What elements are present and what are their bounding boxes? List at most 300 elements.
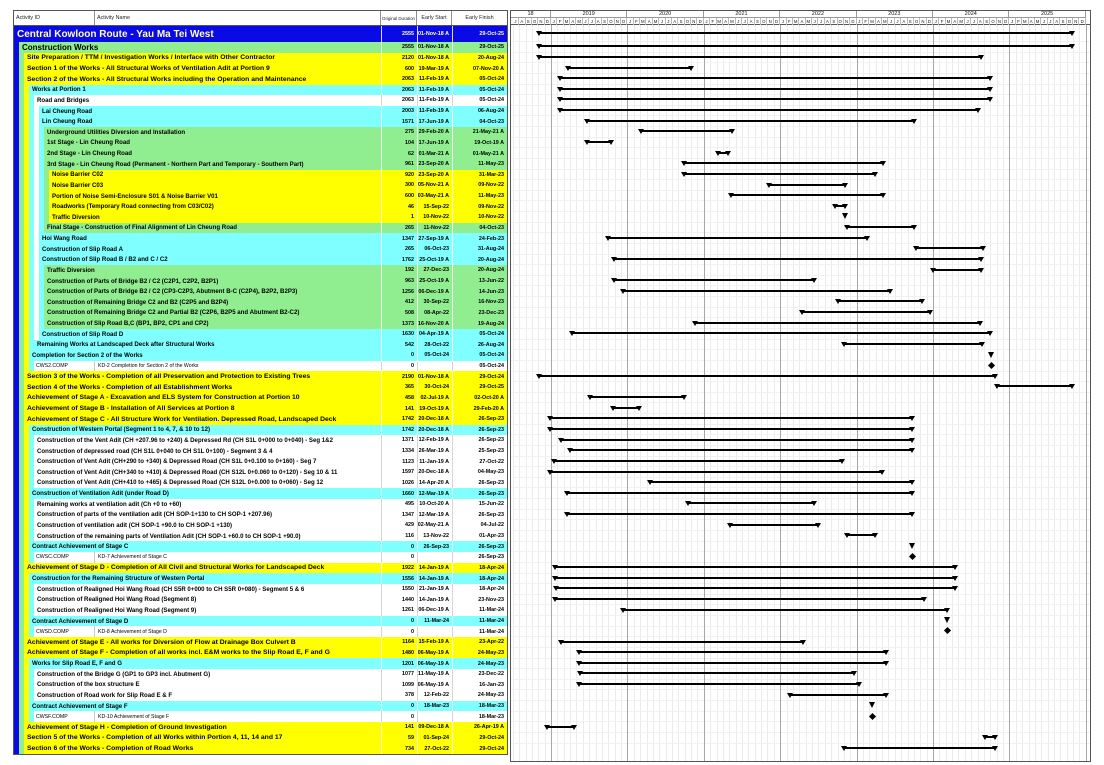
early-finish: 07-Nov-20 A [452,63,507,74]
early-finish: 26-Apr-19 A [452,722,507,733]
table-row[interactable] [14,733,507,744]
table-row[interactable] [14,382,507,393]
timescale-month: J [971,18,977,25]
timescale-month: D [1079,18,1085,25]
year-gridline [1086,11,1087,761]
gantt-bar[interactable] [554,577,956,579]
early-finish: 11-Mar-24 [452,626,507,637]
table-row[interactable] [14,297,507,308]
table-row[interactable] [14,170,507,181]
table-row[interactable] [14,350,507,361]
month-gridline [1016,25,1017,761]
gantt-bar[interactable] [538,56,981,58]
early-finish: 26-Sep-23 [452,488,507,499]
timescale-month: S [908,18,914,25]
gantt-bar[interactable] [801,311,931,313]
table-row[interactable] [14,616,507,627]
gantt-bar[interactable] [730,194,884,196]
gantt-bar[interactable] [559,98,991,100]
gantt-bar[interactable] [559,77,991,79]
original-duration: 0 [381,552,417,563]
early-start: 04-Apr-19 A [417,329,452,340]
activity-name: Construction of Vent Adit (CH+290 to +340) & Depressed Road (CH S1L 0+0.100 to 0+160) - Seg 7 [34,456,381,467]
row-gridline [511,328,1090,329]
timescale-month: S [526,18,532,25]
original-duration: 0 [381,350,417,361]
gantt-bar[interactable] [729,524,819,526]
gantt-bar[interactable] [846,534,875,536]
original-duration: 412 [381,297,417,308]
timescale-month: D [1003,18,1009,25]
gantt-bar[interactable] [694,322,981,324]
timescale-month: M [730,19,734,24]
row-gridline [511,626,1090,627]
row-gridline [511,721,1090,722]
gantt-bar[interactable] [683,162,884,164]
row-gridline [511,264,1090,265]
table-row[interactable] [14,626,507,637]
table-row[interactable] [14,85,507,96]
gantt-bar[interactable] [843,747,996,749]
table-row[interactable] [14,584,507,595]
early-start: 17-Jun-19 A [417,116,452,127]
early-start: 29-Feb-20 A [417,127,452,138]
gantt-bar[interactable] [687,502,815,504]
month-gridline [545,25,546,761]
table-row[interactable] [14,53,507,64]
early-start: 26-Sep-23 [417,541,452,552]
activity-name: Roadworks (Temporary Road connecting from C03/C02) [49,201,381,212]
original-duration: 1550 [381,584,417,595]
gantt-bar[interactable] [578,651,887,653]
early-start: 11-Feb-19 A [417,95,452,106]
gantt-bar[interactable] [622,609,948,611]
early-start [417,361,452,372]
original-duration: 0 [381,541,417,552]
milestone-triangle[interactable] [869,702,875,708]
gantt-bar[interactable] [996,385,1072,387]
early-start: 20-Dec-18 A [417,425,452,436]
gantt-bar[interactable] [834,205,845,207]
table-row[interactable] [14,669,507,680]
table-row[interactable] [14,722,507,733]
milestone-diamond[interactable] [988,362,995,369]
gantt-bar[interactable] [612,407,640,409]
table-row[interactable] [14,340,507,351]
gantt-bar[interactable] [566,513,913,515]
early-finish: 05-Oct-24 [452,361,507,372]
original-duration: 1762 [381,255,417,266]
timescale-year: 2022 [780,11,856,18]
timescale-month: S [1060,18,1066,25]
row-gridline [511,456,1090,457]
gantt-bar[interactable] [586,141,612,143]
timescale-month: S [602,18,608,25]
table-row[interactable] [14,552,507,563]
original-duration: 458 [381,393,417,404]
gantt-bar[interactable] [560,439,913,441]
table-row[interactable] [14,223,507,234]
table-row[interactable] [14,26,507,42]
activity-name: Works at Portion 1 [29,85,381,96]
timescale-year: 2024 [933,11,1009,18]
timescale-month: F [557,18,563,25]
month-gridline [978,25,979,761]
gantt-bar[interactable] [837,300,923,302]
month-gridline [927,25,928,761]
row-gridline [511,52,1090,53]
table-row[interactable] [14,658,507,669]
table-row[interactable] [14,159,507,170]
early-finish: 01-May-21 A [452,148,507,159]
early-finish: 23-Dec-22 [452,669,507,680]
table-row[interactable] [14,95,507,106]
activity-name: Lai Cheung Road [39,106,381,117]
row-gridline [511,84,1090,85]
gantt-bar[interactable] [538,32,1072,34]
gantt-bar[interactable] [613,279,814,281]
early-finish: 31-Aug-24 [452,244,507,255]
original-duration: 1 [381,212,417,223]
timescale-month: J [1009,18,1015,25]
gantt-bar[interactable] [549,417,913,419]
table-row[interactable] [14,541,507,552]
table-row[interactable] [14,743,507,754]
early-start: 27-Oct-22 [417,743,452,754]
row-gridline [511,594,1090,595]
gantt-bar[interactable] [843,343,983,345]
original-duration: 2555 [381,26,417,42]
activity-name: Construction of Ventilation Adit (under Road D) [29,488,381,499]
table-row[interactable] [14,233,507,244]
table-row[interactable] [14,265,507,276]
row-gridline [511,179,1090,180]
row-gridline [511,604,1090,605]
gantt-bar[interactable] [578,683,860,685]
year-gridline [857,11,858,761]
table-row[interactable] [14,563,507,574]
month-gridline [1048,25,1049,761]
row-gridline [511,519,1090,520]
timescale-month: F [787,18,793,25]
timescale-month: J [857,18,863,25]
table-row[interactable] [14,446,507,457]
gantt-bar[interactable] [846,226,915,228]
activity-name: Traffic Diversion [44,265,381,276]
early-finish: 29-Oct-24 [452,743,507,754]
early-start: 11-Mar-24 [417,616,452,627]
activity-name: Construction of Slip Road A [39,244,381,255]
table-row[interactable] [14,425,507,436]
milestone-triangle[interactable] [909,543,915,549]
timescale-month: M [882,19,887,24]
table-row[interactable] [14,605,507,616]
timescale-month: J [736,18,742,25]
early-finish: 26-Sep-23 [452,425,507,436]
gantt-bar[interactable] [549,428,913,430]
timescale-month: N [767,18,773,25]
gantt-bar-oneday[interactable] [842,213,848,219]
table-row[interactable] [14,361,507,372]
timescale-month: J [812,18,818,25]
gantt-bar[interactable] [560,641,804,643]
gantt-bar[interactable] [554,566,956,568]
early-start: 06-Dec-19 A [417,605,452,616]
original-duration: 1261 [381,605,417,616]
activity-name: Construction of the Bridge G (GP1 to GP3 incl. Abutment G) [34,669,381,680]
row-gridline [511,360,1090,361]
timescale-month: N [1073,18,1079,25]
activity-name: Construction of Realigned Hoi Wang Road (CH S5R 0+000 to CH S5R 0+080) - Segment 5 & 6 [34,584,381,595]
month-gridline [958,25,959,761]
original-duration: 2063 [381,95,417,106]
early-start [417,552,452,563]
table-row[interactable] [14,276,507,287]
timescale-month: M [959,19,963,24]
table-row[interactable] [14,573,507,584]
original-duration: 1571 [381,116,417,127]
table-row[interactable] [14,63,507,74]
table-row[interactable] [14,74,507,85]
activity-name: KD-10 Achievement of Stage F [95,711,381,722]
early-start: 15-Sep-22 [417,201,452,212]
table-row[interactable] [14,116,507,127]
early-start: 06-Oct-23 [417,244,452,255]
milestone-triangle[interactable] [988,352,994,358]
activity-name: Section 3 of the Works - Completion of all Preservation and Protection to Existing Trees [24,371,381,382]
table-row[interactable] [14,414,507,425]
table-row[interactable] [14,138,507,149]
table-row[interactable] [14,127,507,138]
early-finish: 23-Apr-22 [452,637,507,648]
table-row[interactable] [14,212,507,223]
table-row[interactable] [14,531,507,542]
activity-name: Achievement of Stage C - All Structure Work for Ventilation. Depressed Road, Landscaped Deck [24,414,381,425]
early-finish: 11-May-23 [452,191,507,202]
gantt-bar[interactable] [613,258,981,260]
table-row[interactable] [14,648,507,659]
timescale-month: J [965,18,971,25]
row-gridline [511,679,1090,680]
gantt-timescale[interactable] [511,11,1090,25]
table-row[interactable] [14,499,507,510]
original-duration: 265 [381,244,417,255]
table-row[interactable] [14,595,507,606]
gantt-bar[interactable] [607,237,867,239]
timescale-month: A [748,18,754,25]
column-header-activity-name[interactable]: Activity Name [95,11,381,25]
table-row[interactable] [14,637,507,648]
early-finish: 18-Mar-23 [452,701,507,712]
timescale-month: D [927,18,933,25]
month-gridline [997,25,998,761]
row-gridline [511,487,1090,488]
gantt-bar[interactable] [549,471,883,473]
gantt-bar[interactable] [984,736,996,738]
gantt-bar[interactable] [571,332,991,334]
early-start: 14-Jan-19 A [417,573,452,584]
early-start: 21-Jan-19 A [417,584,452,595]
table-row[interactable] [14,244,507,255]
timescale-month: N [997,18,1003,25]
timescale-month: N [920,18,926,25]
table-row[interactable] [14,393,507,404]
timescale-month: J [1048,18,1054,25]
column-header-original-duration[interactable]: Original Duration [381,11,417,25]
table-row[interactable] [14,690,507,701]
gantt-bar[interactable] [932,269,981,271]
early-start: 01-Nov-18 A [417,53,452,64]
gantt-bar[interactable] [559,88,991,90]
milestone-diamond[interactable] [909,553,916,560]
activity-name: Construction of Vent Adit (CH+340 to +410) & Depressed Road (CH S12L 0+0.060 to 0+120) - Seg 10 & 11 [34,467,381,478]
gantt-bar[interactable] [789,694,887,696]
table-row[interactable] [14,510,507,521]
activity-name: 3rd Stage - Lin Cheung Road (Permanent - Northern Part and Temporary - Southern Part) [44,159,381,170]
table-row[interactable] [14,403,507,414]
gantt-bar[interactable] [622,290,891,292]
table-row[interactable] [14,467,507,478]
gantt-bar[interactable] [683,173,876,175]
table-row[interactable] [14,435,507,446]
activity-name: Section 2 of the Works - All Structural Works including the Operation and Maintenance [24,74,381,85]
early-start: 06-May-19 A [417,680,452,691]
timescale-month: M [717,19,721,24]
gantt-bar[interactable] [566,492,913,494]
month-gridline [895,25,896,761]
table-row[interactable] [14,520,507,531]
activity-name: Construction of the Vent Adit (CH +207.96 to +240) & Depressed Rd (CH S1L 0+000 to 0+040) - Seg 1&2 [34,435,381,446]
original-duration: 920 [381,170,417,181]
month-gridline [1029,25,1030,761]
original-duration: 300 [381,180,417,191]
gantt-bar[interactable] [538,45,1072,47]
original-duration: 46 [381,201,417,212]
column-header-activity-id[interactable]: Activity ID [14,11,95,25]
original-duration: 542 [381,340,417,351]
original-duration: 0 [381,626,417,637]
table-row[interactable] [14,191,507,202]
gantt-bar[interactable] [554,598,925,600]
row-gridline [511,371,1090,372]
timescale-month: O [761,18,767,25]
month-gridline [1022,25,1023,761]
early-finish: 29-Oct-25 [452,26,507,42]
table-row[interactable] [14,308,507,319]
month-gridline [920,25,921,761]
gantt-bar[interactable] [640,130,734,132]
early-start: 01-Mar-21 A [417,148,452,159]
table-row[interactable] [14,201,507,212]
table-row[interactable] [14,488,507,499]
gantt-bar[interactable] [649,481,913,483]
month-gridline [952,25,953,761]
table-row[interactable] [14,255,507,266]
activity-name: Construction of Road work for Slip Road E & F [34,690,381,701]
table-row[interactable] [14,329,507,340]
gantt-bar[interactable] [553,460,843,462]
early-finish: 18-Mar-23 [452,711,507,722]
milestone-triangle[interactable] [944,617,950,623]
year-gridline [780,11,781,761]
early-finish: 19-Oct-19 A [452,138,507,149]
table-row[interactable] [14,478,507,489]
early-start: 01-Nov-18 A [417,42,452,53]
original-duration: 2555 [381,42,417,53]
timescale-year: 2025 [1009,11,1085,18]
activity-name: Construction of Parts of Bridge B2 / C2 (CP3-C2P3, Abutment B-C (C2P4), B2P2, B2P3) [44,286,381,297]
early-start: 15-Feb-19 A [417,637,452,648]
timescale-month: S [755,18,761,25]
table-row[interactable] [14,180,507,191]
table-row[interactable] [14,701,507,712]
year-gridline [933,11,934,761]
column-header-early-start[interactable]: Early Start [417,11,452,25]
row-gridline [511,615,1090,616]
timescale-month: D [850,18,856,25]
activity-id: CWSD.COMP [34,626,95,637]
gantt-bar[interactable] [586,120,914,122]
row-gridline [511,445,1090,446]
table-row[interactable] [14,286,507,297]
early-start: 23-Sep-20 A [417,159,452,170]
table-row[interactable] [14,371,507,382]
timescale-year: 18 [511,11,551,18]
column-header-early-finish[interactable]: Early Finish [465,15,494,21]
gantt-bar[interactable] [578,662,887,664]
activity-id: CWSF.COMP [34,711,95,722]
gantt-bar[interactable] [717,152,730,154]
gantt-bar[interactable] [559,109,978,111]
activity-name: Construction for the Remaining Structure of Western Portal [29,573,381,584]
row-gridline [511,434,1090,435]
timescale-month: A [1054,18,1060,25]
early-finish: 10-Nov-22 [452,212,507,223]
table-row[interactable] [14,106,507,117]
activity-table [13,10,508,755]
original-duration: 963 [381,276,417,287]
gantt-bar[interactable] [915,247,984,249]
table-row[interactable] [14,711,507,722]
timescale-month: J [513,18,519,25]
original-duration: 1742 [381,425,417,436]
activity-name: Achievement of Stage D - Completion of All Civil and Structural Works for Landscaped Deck [24,563,381,574]
activity-name: Remaining works at ventilation adit (Ch +0 to +60) [34,499,381,510]
table-row[interactable] [14,456,507,467]
table-row[interactable] [14,42,507,53]
gantt-bar[interactable] [555,587,955,589]
row-gridline [511,200,1090,201]
table-row[interactable] [14,680,507,691]
timescale-month: F [1016,18,1022,25]
gantt-bar[interactable] [567,67,692,69]
row-gridline [511,73,1090,74]
table-row[interactable] [14,148,507,159]
gantt-bar[interactable] [768,184,845,186]
gantt-bar[interactable] [589,396,685,398]
timescale-month: A [952,18,958,25]
gantt-bar[interactable] [538,375,996,377]
gantt-bar[interactable] [579,672,855,674]
early-start: 11-May-19 A [417,669,452,680]
activity-name: 1st Stage - Lin Cheung Road [44,138,381,149]
gantt-bar[interactable] [546,726,575,728]
table-row[interactable] [14,318,507,329]
gantt-bar[interactable] [569,449,913,451]
early-finish: 05-Oct-24 [452,329,507,340]
timescale-month: J [551,18,557,25]
early-finish: 24-May-23 [452,690,507,701]
